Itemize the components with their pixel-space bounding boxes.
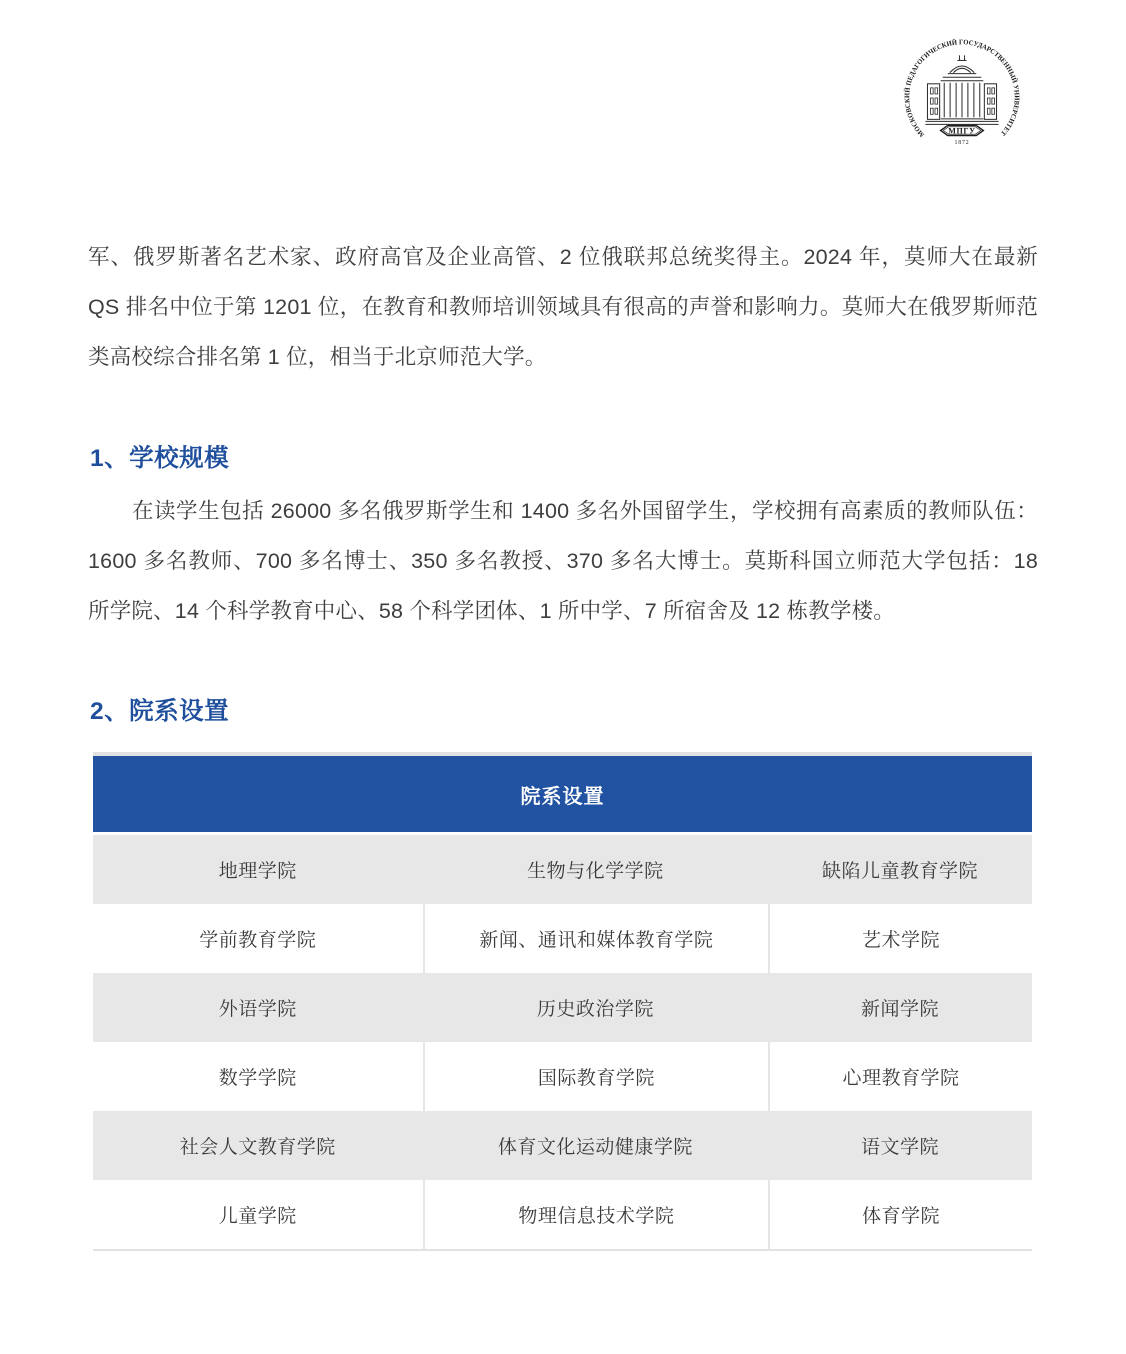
university-logo xyxy=(897,31,1027,163)
table-cell: 新闻、通讯和媒体教育学院 xyxy=(423,904,769,973)
faculty-table-title: 院系设置 xyxy=(520,785,605,808)
table-row xyxy=(93,1111,1032,1180)
table-cell: 生物与化学学院 xyxy=(527,861,664,882)
school-scale-paragraph: 在读学生包括 26000 多名俄罗斯学生和 1400 多名外国留学生，学校拥有高素质的教师队伍：1600 多名教师、700 多名博士、350 多名教授、370 多名大博士。莫斯科国立师范大学包括：18 所学院、14 个科学教育中心、58 个科学团体、1 所中学、7 所宿舍及 12 栋教学楼。 xyxy=(88,499,1038,623)
table-row xyxy=(93,973,1032,1042)
university-seal-icon xyxy=(897,31,1027,163)
table-row xyxy=(93,1042,1032,1111)
table-cell: 外语学院 xyxy=(218,999,297,1020)
table-row xyxy=(93,904,1032,973)
faculty-table xyxy=(93,752,1032,1251)
table-row xyxy=(93,835,1032,904)
faculty-table-header xyxy=(93,756,1032,835)
table-cell: 心理教育学院 xyxy=(768,1042,1032,1111)
logo-abbr: МПГУ xyxy=(948,126,976,136)
table-cell: 艺术学院 xyxy=(768,904,1032,973)
logo-building-icon xyxy=(925,55,998,124)
table-cell: 历史政治学院 xyxy=(536,999,654,1020)
logo-year: 1872 xyxy=(954,140,970,147)
table-cell: 国际教育学院 xyxy=(423,1042,769,1111)
table-cell: 体育文化运动健康学院 xyxy=(497,1137,693,1158)
table-cell: 学前教育学院 xyxy=(199,930,317,951)
table-cell: 语文学院 xyxy=(861,1137,940,1158)
logo-ring-text: МОСКОВСКИЙ ПЕДАГОГИЧЕСКИЙ ГОСУДАРСТВЕННЫЙ УНИВЕРСИТЕТ xyxy=(904,39,1020,138)
table-cell: 物理信息技术学院 xyxy=(423,1180,769,1249)
section-heading-faculties: 2、院系设置 xyxy=(90,698,230,725)
table-cell: 体育学院 xyxy=(768,1180,1032,1249)
intro-paragraph: 军、俄罗斯著名艺术家、政府高官及企业高管、2 位俄联邦总统奖得主。2024 年，莫师大在最新 QS 排名中位于第 1201 位，在教育和教师培训领域具有很高的声誉和影响力。莫师大在俄罗斯师范类高校综合排名第 1 位，相当于北京师范大学。 xyxy=(88,245,1038,369)
logo-abbr-shield xyxy=(941,125,984,135)
table-cell: 数学学院 xyxy=(218,1068,297,1089)
table-cell: 儿童学院 xyxy=(218,1206,297,1227)
section-heading-school-scale: 1、学校规模 xyxy=(90,445,230,472)
table-cell: 地理学院 xyxy=(218,861,297,882)
table-cell: 新闻学院 xyxy=(861,999,940,1020)
table-row xyxy=(93,1180,1032,1249)
table-cell: 缺陷儿童教育学院 xyxy=(822,861,979,882)
table-cell: 社会人文教育学院 xyxy=(179,1137,336,1158)
